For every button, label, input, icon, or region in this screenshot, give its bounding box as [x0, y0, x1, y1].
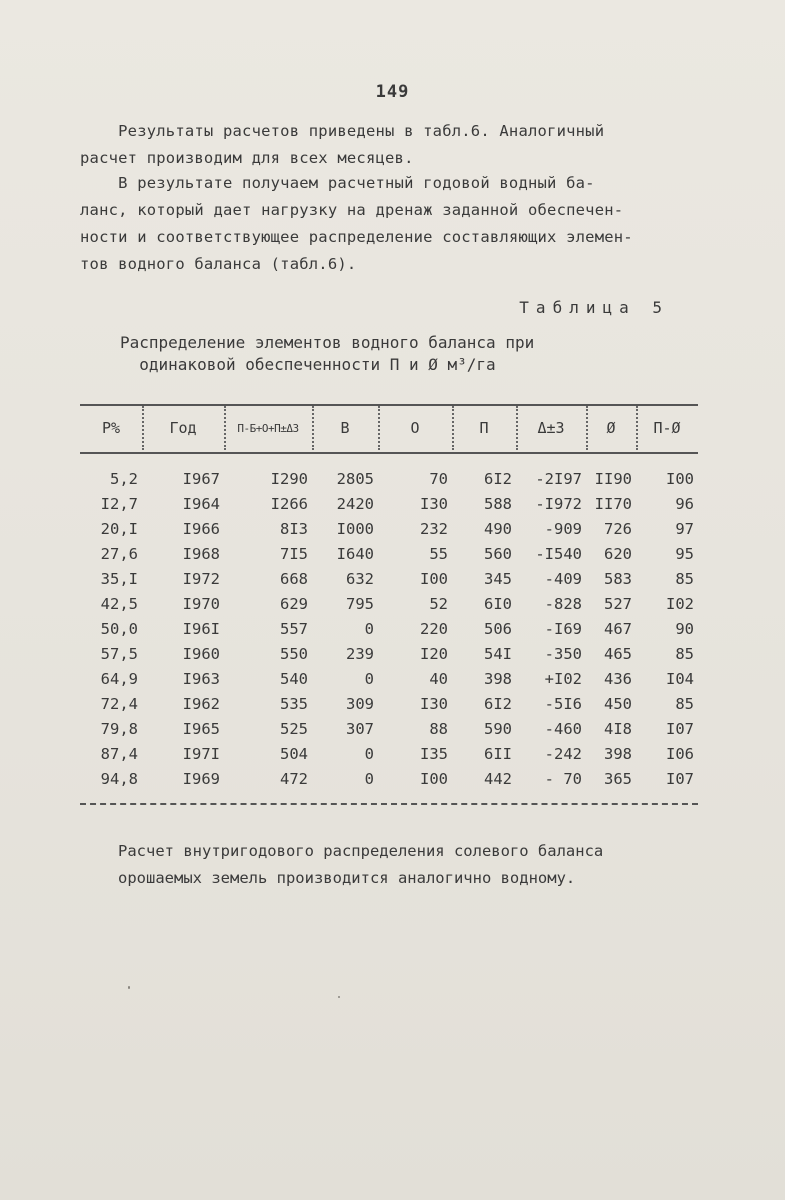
table-row	[80, 691, 698, 716]
cell-year: I970	[182, 594, 220, 613]
cell-drainage: 726	[604, 519, 632, 538]
cell-drainage: 465	[604, 644, 632, 663]
table-header-row	[80, 404, 698, 452]
cell-p-minus-drainage: 90	[675, 619, 694, 638]
cell-o: 232	[420, 519, 448, 538]
cell-balance: 540	[280, 669, 308, 688]
cell-p: 560	[484, 544, 512, 563]
table-row	[80, 591, 698, 616]
cell-year: I967	[182, 469, 220, 488]
cell-v: 2420	[336, 494, 374, 513]
cell-drainage: 620	[604, 544, 632, 563]
cell-year: I962	[182, 694, 220, 713]
cell-balance: 535	[280, 694, 308, 713]
cell-p-minus-drainage: I02	[666, 594, 694, 613]
cell-p: 442	[484, 769, 512, 788]
table-row	[80, 641, 698, 666]
table-body	[80, 452, 698, 791]
cell-p-minus-drainage: 96	[675, 494, 694, 513]
cell-p-percent: 94,8	[100, 769, 138, 788]
cell-v: 309	[346, 694, 374, 713]
cell-p-percent: 5,2	[110, 469, 138, 488]
cell-delta-z: -242	[544, 744, 582, 763]
cell-balance: 7I5	[280, 544, 308, 563]
header-p: П	[452, 404, 516, 452]
cell-drainage: 436	[604, 669, 632, 688]
cell-v: 0	[364, 669, 374, 688]
header-o: О	[378, 404, 452, 452]
header-v: В	[312, 404, 378, 452]
cell-o: I00	[420, 569, 448, 588]
cell-p-minus-drainage: 85	[675, 694, 694, 713]
cell-p: 345	[484, 569, 512, 588]
header-delta-z: Δ±3	[516, 404, 586, 452]
paper-speck	[338, 996, 340, 998]
table-row	[80, 741, 698, 766]
cell-p-percent: 20,I	[100, 519, 138, 538]
cell-o: 55	[429, 544, 448, 563]
cell-drainage: 4I8	[604, 719, 632, 738]
cell-delta-z: +I02	[544, 669, 582, 688]
cell-p-minus-drainage: I07	[666, 769, 694, 788]
table-caption: Распределение элементов водного баланса при одинаковой обеспеченности П и Ø м³/га	[120, 333, 535, 374]
header-balance-formula: П-Б+О+П±Δ3	[224, 404, 312, 452]
water-balance-table	[80, 404, 698, 791]
cell-p: 506	[484, 619, 512, 638]
table-row	[80, 541, 698, 566]
cell-p: 590	[484, 719, 512, 738]
page-number: 149	[375, 82, 410, 102]
cell-delta-z: -I540	[535, 544, 582, 563]
cell-balance: 8I3	[280, 519, 308, 538]
cell-delta-z: -828	[544, 594, 582, 613]
cell-year: I960	[182, 644, 220, 663]
cell-balance: I266	[270, 494, 308, 513]
cell-p: 588	[484, 494, 512, 513]
cell-v: 307	[346, 719, 374, 738]
cell-p-percent: 57,5	[100, 644, 138, 663]
cell-v: 632	[346, 569, 374, 588]
paragraph-1: Результаты расчетов приведены в табл.6. Аналогичный расчет производим для всех месяцев.	[80, 122, 605, 167]
cell-o: I00	[420, 769, 448, 788]
cell-p-minus-drainage: I06	[666, 744, 694, 763]
cell-p-percent: 64,9	[100, 669, 138, 688]
cell-delta-z: -460	[544, 719, 582, 738]
table-row	[80, 666, 698, 691]
cell-p-minus-drainage: I07	[666, 719, 694, 738]
cell-v: 239	[346, 644, 374, 663]
cell-p-minus-drainage: 97	[675, 519, 694, 538]
cell-balance: 629	[280, 594, 308, 613]
cell-delta-z: -5I6	[544, 694, 582, 713]
cell-balance: 504	[280, 744, 308, 763]
cell-v: I640	[336, 544, 374, 563]
cell-year: I965	[182, 719, 220, 738]
table-bottom-rule	[80, 803, 698, 805]
header-year: Год	[142, 404, 224, 452]
cell-p: 398	[484, 669, 512, 688]
cell-o: I30	[420, 494, 448, 513]
cell-p-percent: 42,5	[100, 594, 138, 613]
cell-year: I964	[182, 494, 220, 513]
cell-p-minus-drainage: 95	[675, 544, 694, 563]
cell-delta-z: -I69	[544, 619, 582, 638]
cell-balance: 550	[280, 644, 308, 663]
cell-balance: 472	[280, 769, 308, 788]
cell-p: 54I	[484, 644, 512, 663]
cell-p-minus-drainage: 85	[675, 569, 694, 588]
cell-p-percent: 27,6	[100, 544, 138, 563]
cell-year: I968	[182, 544, 220, 563]
table-row	[80, 566, 698, 591]
cell-p: 6I0	[484, 594, 512, 613]
cell-v: 0	[364, 619, 374, 638]
cell-balance: I290	[270, 469, 308, 488]
cell-year: I96I	[182, 619, 220, 638]
cell-drainage: II70	[594, 494, 632, 513]
cell-year: I97I	[182, 744, 220, 763]
cell-balance: 557	[280, 619, 308, 638]
cell-p-minus-drainage: I00	[666, 469, 694, 488]
cell-o: 70	[429, 469, 448, 488]
header-drainage: Ø	[586, 404, 636, 452]
cell-drainage: 467	[604, 619, 632, 638]
cell-o: I20	[420, 644, 448, 663]
cell-p-percent: 79,8	[100, 719, 138, 738]
table-row	[80, 616, 698, 641]
cell-o: 40	[429, 669, 448, 688]
table-row	[80, 491, 698, 516]
cell-p-percent: I2,7	[100, 494, 138, 513]
cell-p: 6I2	[484, 694, 512, 713]
cell-p-percent: 72,4	[100, 694, 138, 713]
cell-p-percent: 35,I	[100, 569, 138, 588]
header-p-percent: Р%	[101, 419, 121, 437]
cell-year: I963	[182, 669, 220, 688]
cell-drainage: II90	[594, 469, 632, 488]
cell-year: I966	[182, 519, 220, 538]
cell-v: 795	[346, 594, 374, 613]
cell-v: 2805	[336, 469, 374, 488]
cell-o: 220	[420, 619, 448, 638]
cell-p-minus-drainage: 85	[675, 644, 694, 663]
cell-delta-z: -909	[544, 519, 582, 538]
cell-drainage: 365	[604, 769, 632, 788]
cell-delta-z: -I972	[535, 494, 582, 513]
cell-v: I000	[336, 519, 374, 538]
cell-p-minus-drainage: I04	[666, 669, 694, 688]
cell-o: 88	[429, 719, 448, 738]
cell-o: I30	[420, 694, 448, 713]
cell-drainage: 583	[604, 569, 632, 588]
cell-delta-z: -350	[544, 644, 582, 663]
header-p-minus-drainage: П-Ø	[636, 404, 698, 452]
table-row	[80, 516, 698, 541]
cell-drainage: 450	[604, 694, 632, 713]
cell-balance: 668	[280, 569, 308, 588]
cell-delta-z: - 70	[544, 769, 582, 788]
cell-o: I35	[420, 744, 448, 763]
cell-v: 0	[364, 744, 374, 763]
table-row	[80, 452, 698, 491]
cell-p-percent: 50,0	[100, 619, 138, 638]
cell-drainage: 398	[604, 744, 632, 763]
cell-drainage: 527	[604, 594, 632, 613]
footer-paragraph: Расчет внутригодового распределения солевого баланса орошаемых земель производится аналогично водному.	[118, 842, 604, 887]
table-row	[80, 716, 698, 741]
cell-p: 6II	[484, 744, 512, 763]
cell-p-percent: 87,4	[100, 744, 138, 763]
cell-balance: 525	[280, 719, 308, 738]
paper-speck	[128, 986, 130, 989]
cell-o: 52	[429, 594, 448, 613]
cell-year: I969	[182, 769, 220, 788]
cell-p: 6I2	[484, 469, 512, 488]
cell-delta-z: -2I97	[535, 469, 582, 488]
cell-year: I972	[182, 569, 220, 588]
paragraph-2: В результате получаем расчетный годовой водный ба- ланс, который дает нагрузку на дренаж заданной обеспечен- ности и соответствующее распределение составляющих элемен- тов водного баланса (табл.6).	[80, 174, 633, 273]
table-label: Таблица 5	[519, 298, 669, 317]
cell-v: 0	[364, 769, 374, 788]
cell-delta-z: -409	[544, 569, 582, 588]
table-row	[80, 766, 698, 791]
cell-p: 490	[484, 519, 512, 538]
